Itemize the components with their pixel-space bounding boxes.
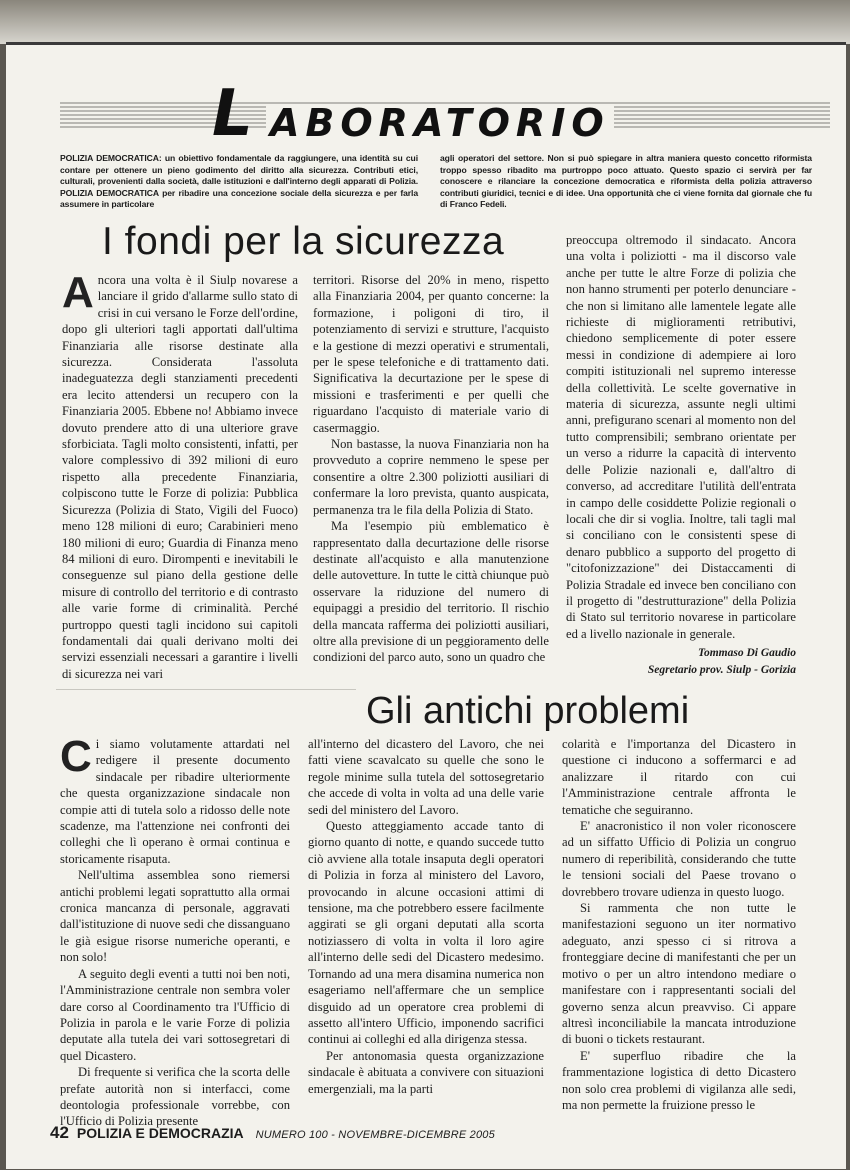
article-2-paragraph: E' anacronistico il non voler riconoscere ad un siffatto Ufficio di Polizia un congruo numero di reperibilità, considerando che tutte le tensioni sociali del Paese trovano o dovrebbero trovare udienza in questo luogo. <box>562 819 796 899</box>
section-title: ABORATORIO <box>266 104 614 142</box>
article-2-title: Gli antichi problemi <box>366 690 690 732</box>
author-name: Tommaso Di Gaudio <box>698 647 796 659</box>
author-role: Segretario prov. Siulp - Gorizia <box>647 664 796 676</box>
article-2-paragraph: all'interno del dicastero del Lavoro, che nei fatti viene scavalcato su quelle che sono le regole minime sulla tutela del sottosegretario che accede di volta in volta ad una delle varie sedi del ministero del Lavoro. <box>308 737 544 817</box>
article-1-title: I fondi per la sicurezza <box>102 220 505 263</box>
article-1-paragraph: territori. Risorse del 20% in meno, rispetto alla Finanziaria 2004, per quanto concerne: la formazione, i poligoni di tiro, il potenziamento di servizi e strutture, l'acquisto e la gestione di mezzi operativi e strumentali, per le spese telefoniche e di trattamento dati. Significativa la decurtazione per le spese di missioni e trasferimenti e per quelli che riguardano l'acquisto di materiale vario di casermaggio. <box>313 273 549 435</box>
article-1-paragraph: Ancora una volta è il Siulp novarese a lanciare il grido d'allarme sullo stato di crisi in cui versano le Forze dell'ordine, dopo gli ulteriori tagli apportati dall'ultima Finanziaria alle risorse destinate alla sicurezza. Considerata l'assoluta inadeguatezza degli stanziamenti precedenti era lecito attendersi un recupero con la Finanziaria 2005. Ebbene no! Abbiamo invece dovuto prendere atto di una ulteriore grave sforbiciata. Tagli molto consistenti, infatti, per valore complessivo di 392 milioni di euro rispetto alla precedente Finanziaria, colpiscono tutte le Forze di polizia: Pubblica Sicurezza (Polizia di Stato, Vigili del Fuoco) meno 128 milioni di euro; Carabinieri meno 180 milioni di euro; Guardia di Finanza meno 84 milioni di euro. Dirompenti e inevitabili le conseguenze sul piano della gestione delle misure di controllo del territorio e di contrasto alle varie forme di criminalità. Perché purtroppo questi tagli incidono sui capitoli fondamentali dai quali derivano molti dei servizi essenziali necessari a garantire i livelli di sicurezza nei vari <box>62 268 298 681</box>
page-number: 42 <box>50 1123 69 1142</box>
article-2-paragraph: Ci siamo volutamente attardati nel redigere il presente documento sindacale per ribadire ulteriormente che questa organizzazione sindacale non compie atti di tutela solo a ridosso delle note scadenze, ma l'attenzione nei confronti dei colleghi che lì operano è ormai continua e storicamente risaputa. <box>60 732 290 866</box>
intro-left: POLIZIA DEMOCRATICA: un obiettivo fondamentale da raggiungere, una identità su cui contare per ottenere un pieno godimento del diritto alla sicurezza. Contributi etici, culturali, provenienti dalla società, dalle istituzioni e dall'interno degli apparati di Polizia. POLIZIA DEMOCRATICA per ribadire una concezione sociale della sicurezza e per farla assumere in particolare <box>60 153 418 210</box>
article-2-paragraph: E' superfluo ribadire che la frammentazione logistica di detto Dicastero non solo crea problemi di vigilanza alle sedi, ma non permette la fruizione presso le <box>562 1048 796 1112</box>
article-2-paragraph: Di frequente si verifica che la scorta delle prefate autorità non si interfacci, come deontologia professionale vorrebbe, con l'Ufficio di Polizia presente <box>60 1065 290 1129</box>
divider <box>56 689 356 690</box>
article-1-column-1 <box>62 268 298 682</box>
article-2-paragraph: Si rammenta che non tutte le manifestazioni seguono un iter normativo adeguato, anzi spesso ci si ritrova a fronteggiare decine di manifestanti che per un motivo o per un altro intendono mediare o manifestare con i rappresentanti sociali del governo senza alcun preavviso. Ci appare altresì inconciliabile la mancata introduzione di buoni o tickets restaurant. <box>562 901 796 1047</box>
article-1-paragraph: Ma l'esempio più emblematico è rappresentato dalla decurtazione delle risorse destinate all'acquisto e alla manutenzione delle autovetture. In tutte le città chiunque può osservare la riduzione del numero di equipaggi a presidio del territorio. Il rischio della mancata rafferma dei poliziotti ausiliari, oltre alla previsione di un peggioramento delle condizioni del parco auto, sono un quadro che <box>313 519 549 665</box>
article-1-signature <box>602 645 796 679</box>
article-2-paragraph: A seguito degli eventi a tutti noi ben noti, l'Amministrazione centrale non sembra voler dare corso al Coordinamento tra l'Ufficio di Polizia in parola e le varie Forze di polizia deputate alla tutela dei vari sottosegretari di quel Dicastero. <box>60 966 290 1063</box>
article-2-paragraph: Nell'ultima assemblea sono riemersi antichi problemi legati soprattutto alla ormai cronica mancanza di personale, aggravati dall'istituzione di nuove sedi che dissanguano le già esigue risorse numeriche operanti, e non solo! <box>60 868 290 965</box>
article-2-paragraph: Questo atteggiamento accade tanto di giorno quanto di notte, e quando succede tutto ciò avviene alla totale insaputa degli operatori di Polizia in forza al ministero del Lavoro, provocando in alcune occasioni attimi di tensione, ma che potrebbero essere facilmente aggirati se gli organi deputati alla scorta notiziassero di volta in volta il loro agire all'interno delle sedi del Dicastero medesimo. Tornando ad una mera disamina numerica non esageriamo nell'affermare che un semplice disguido ad un operatore crea problemi di assetto all'intero Ufficio, imponendo sacrifici continui ai colleghi ed alla dirigenza stessa. <box>308 819 544 1047</box>
article-1-paragraph: preoccupa oltremodo il sindacato. Ancora una volta i poliziotti - ma il discorso vale anche per tutte le altre Forze di polizia che non hanno strumenti per poterlo denunciare - che non si limitano alle lamentele legate alle richieste di miglioramenti retributivi, chiedono semplicemente di poter essere messi in condizione di adempiere ai loro compiti istituzionali nel supremo interesse della collettività. Le scelte governative in materia di sicurezza, assunte negli ultimi anni, prefigurano scenari al momento non del tutto comprensibili; sembrano orientate per un verso a ridurre la capacità di intervento delle Polizie nazionali e, dall'altro di converso, ad accreditare l'utilità dell'entrata in campo delle cosiddette Polizie regionali o locali che dir si voglia. Inoltre, tali tagli mal si conciliano con le consistenti spese di denaro pubblico a supporto del progetto di "citofonizzazione" dei Distaccamenti di Polizia Stradale ed invece ben conciliano con il progetto di "destrutturazione" della Polizia di Stato sul territorio novarese in particolare ed a livello nazionale in generale. <box>566 233 796 641</box>
drop-cap: A <box>62 268 94 317</box>
article-2-column-2 <box>308 736 544 1097</box>
section-title-initial: L <box>212 77 253 151</box>
article-2-column-1 <box>60 732 290 1130</box>
article-1-column-3 <box>566 232 796 642</box>
article-1-paragraph: Non bastasse, la nuova Finanziaria non ha provveduto a coprire nemmeno le spese per consentire a oltre 2.300 poliziotti ausiliari di confermare la loro prevista, quanto auspicata, permanenza tra le fila della Polizia di Stato. <box>313 437 549 517</box>
article-2-paragraph: Per antonomasia questa organizzazione sindacale è abituata a convivere con situazioni emergenziali, ma la parti <box>308 1048 544 1096</box>
scan-top-edge <box>0 0 850 44</box>
article-2-paragraph: colarità e l'importanza del Dicastero in questione ci inducono a soffermarci e ad analizzare il ritardo con cui l'Amministrazione centrale affronta le tematiche che seguiranno. <box>562 737 796 817</box>
issue-info: NUMERO 100 - NOVEMBRE-DICEMBRE 2005 <box>255 1129 495 1141</box>
page-footer <box>50 1123 810 1147</box>
section-banner <box>60 77 830 151</box>
intro-right: agli operatori del settore. Non si può spiegare in altra maniera questo concetto riformista troppo spesso ribadito ma purtroppo poco attuato. Questo spazio ci servirà per far conoscere e rilanciare la concezione democratica e riformista della polizia attraverso contributi giuridici, tecnici e di idee. Una opportunità che ci viene fornita dal giornale che fu di Franco Fedeli. <box>440 153 812 210</box>
magazine-name: POLIZIA E DEMOCRAZIA <box>76 1125 244 1141</box>
drop-cap: C <box>60 732 92 781</box>
article-2-column-3 <box>562 736 796 1113</box>
article-1-column-2 <box>313 272 549 666</box>
